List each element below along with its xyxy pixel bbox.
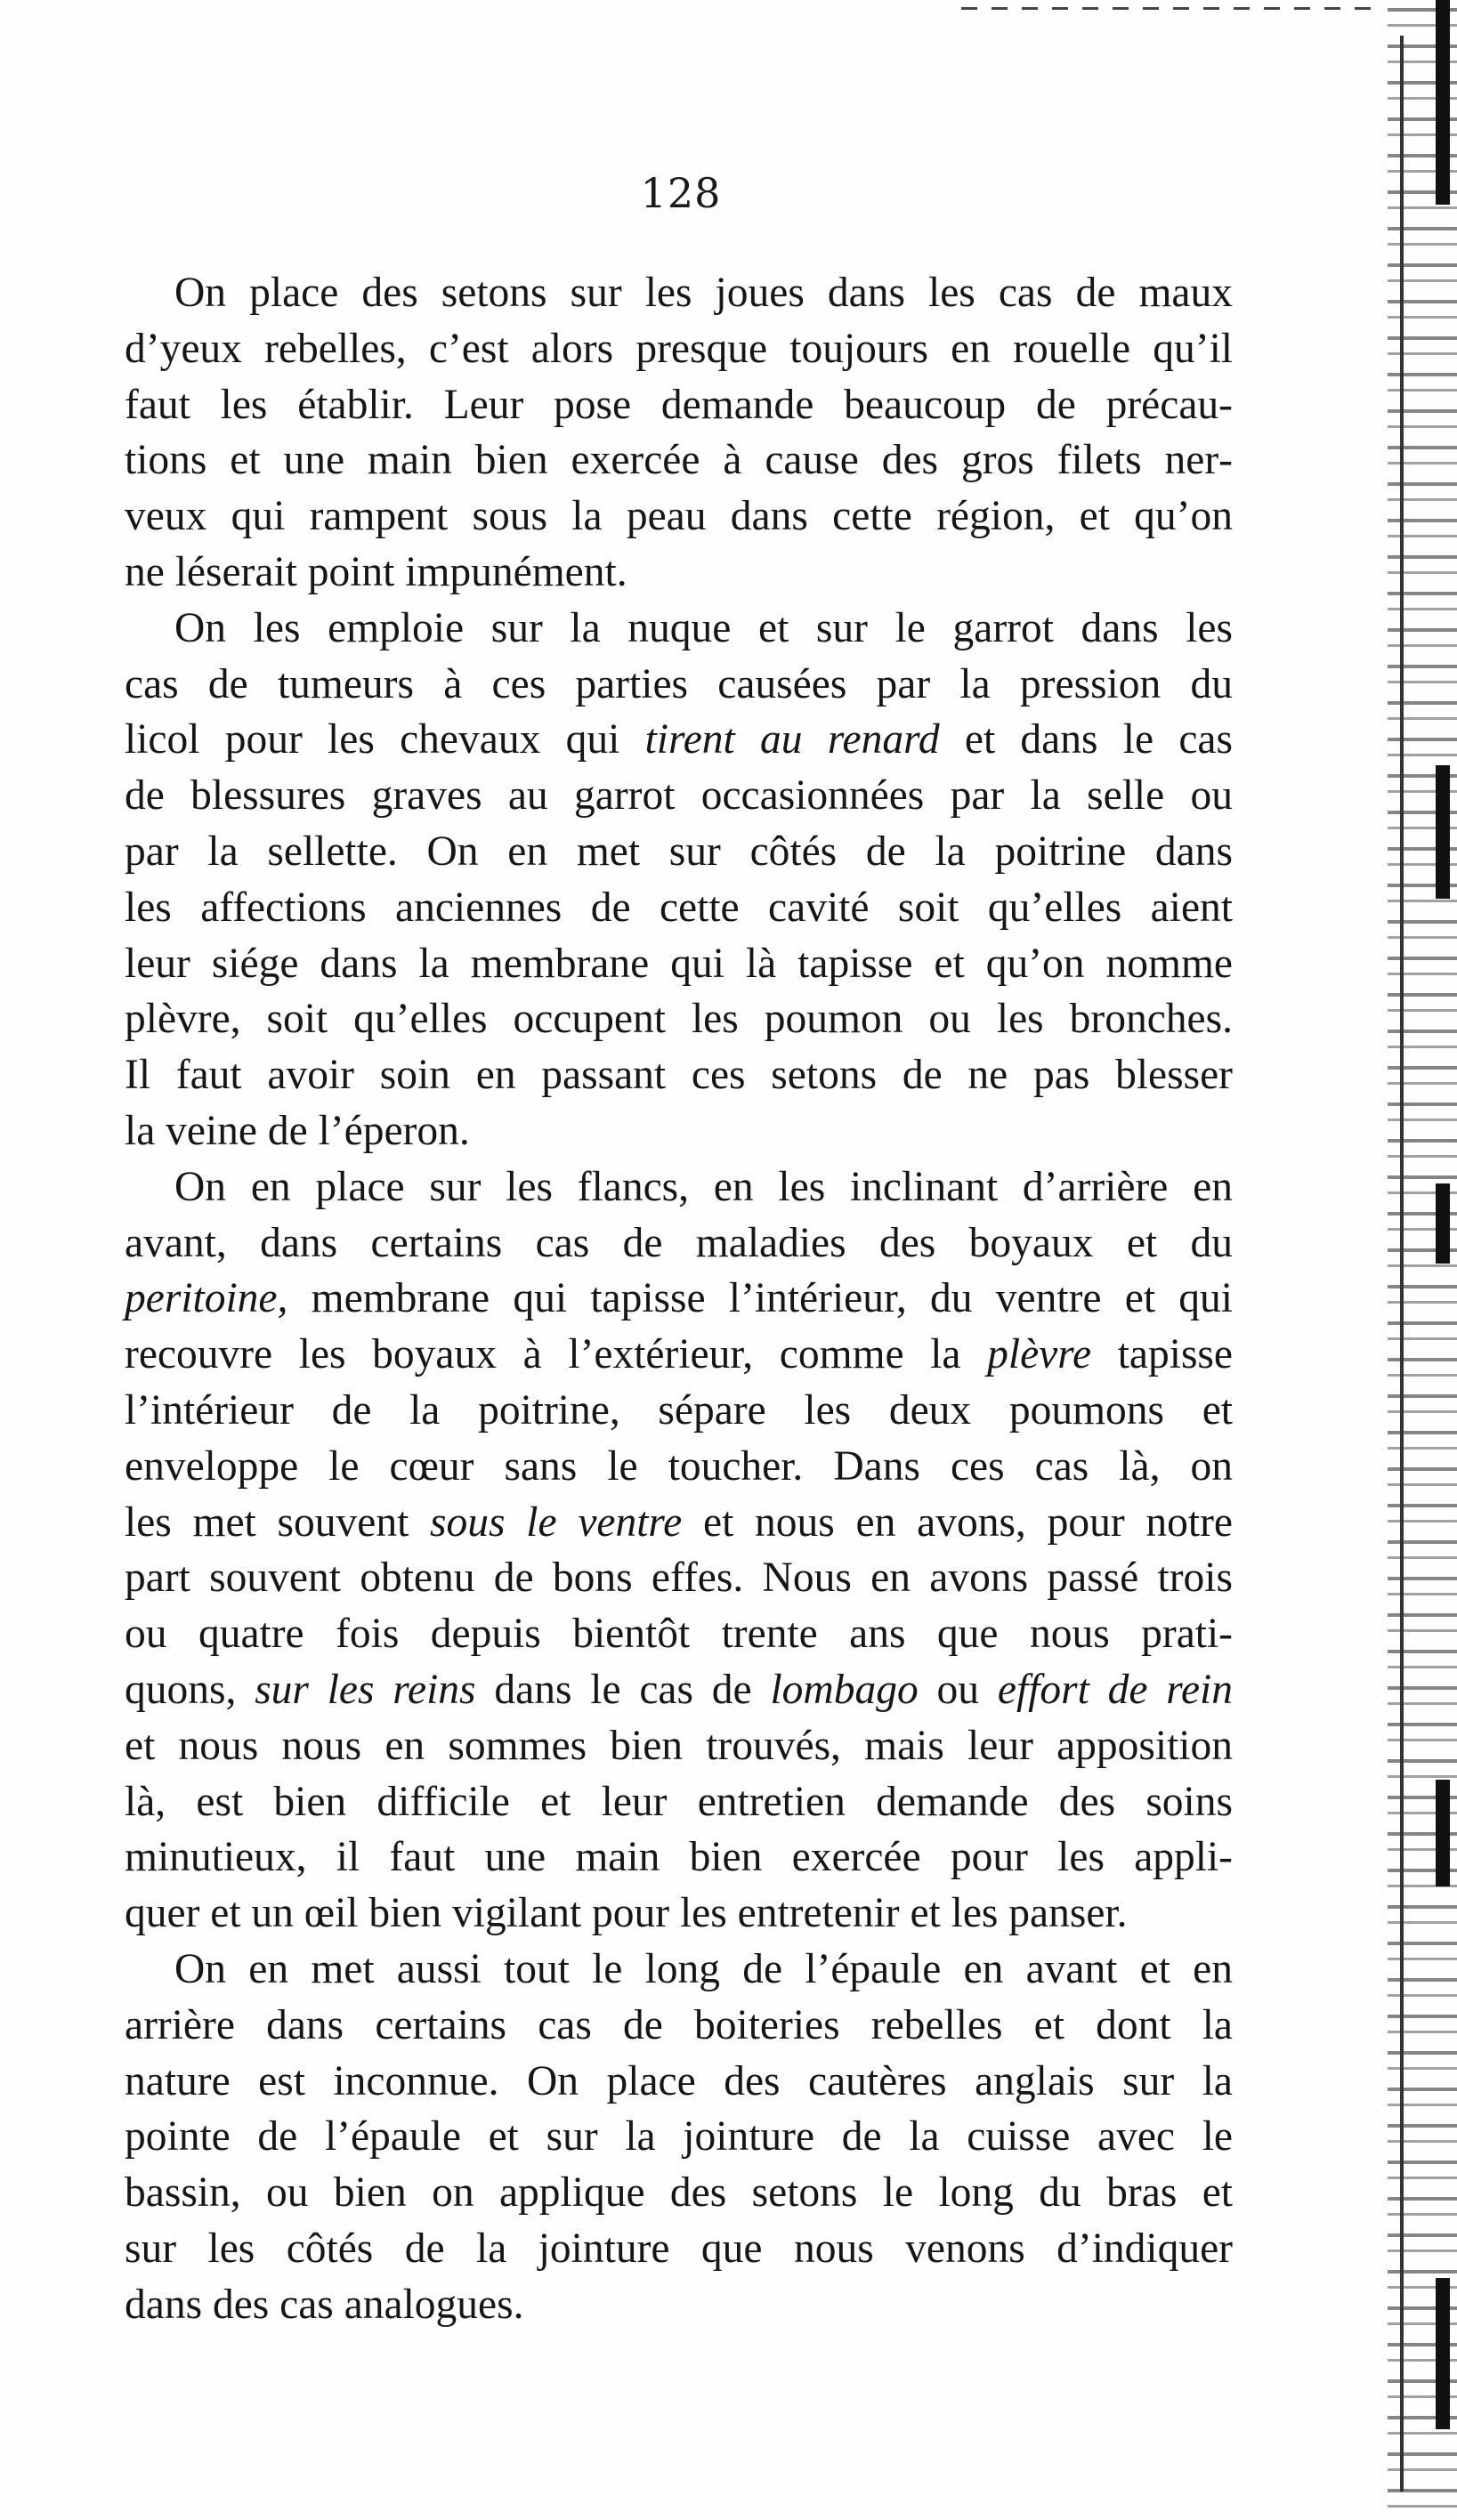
text-line: nature est inconnue. On place des cautères anglais sur la [125,2057,1233,2104]
italic-phrase: peritoine, [125,1275,288,1322]
text-line: là, est bien difficile et leur entretien demande des soins [125,1778,1233,1825]
text-line: et nous nous en sommes bien trouvés, mais leur apposition [125,1722,1233,1769]
paragraph [125,1942,1233,2333]
text-line: ou quatre fois depuis bientôt trente ans que nous prati‑ [125,1611,1233,1658]
text-line: bassin, ou bien on applique des setons le long du bras et [125,2169,1233,2217]
italic-phrase: sous le ventre [430,1498,683,1546]
italic-phrase: tirent au renard [644,716,940,763]
text-line: dans des cas analogues. [125,2281,524,2328]
paragraph [125,601,1233,1159]
text-line: avant, dans certains cas de maladies des boyaux et du [125,1219,1233,1266]
text-line: quer et un œil bien vigilant pour les entretenir et les panser. [125,1890,1128,1937]
paragraph [125,1159,1233,1942]
scan-top-rule [961,7,1380,10]
binding-edge-line [1400,36,1404,2492]
paragraph [125,265,1233,601]
text-line: minutieux, il faut une main bien exercée pour les appli‑ [125,1834,1233,1881]
text-line: On en met aussi tout le long de l’épaule en avant et en [174,1945,1233,1992]
text-line: tions et une main bien exercée à cause des gros filets ner‑ [125,437,1233,484]
text-line: ne léserait point impunément. [125,548,627,595]
italic-phrase: sur les reins [255,1666,476,1713]
text-line: part souvent obtenu de bons effes. Nous en avons passé trois [125,1555,1233,1602]
text-line: pointe de l’épaule et sur la jointure de la cuisse avec le [125,2113,1233,2161]
text-line: cas de tumeurs à ces parties causées par la pression du [125,660,1233,707]
binding-edge-dark-segment [1436,2278,1450,2429]
text-line: par la sellette. On en met sur côtés de la poitrine dans [125,828,1233,875]
text-line: sur les côtés de la jointure que nous venons d’indiquer [125,2225,1233,2272]
text-line: On en place sur les flancs, en les inclinant d’arrière en [174,1163,1233,1210]
text-line: les met souvent sous le ventre et nous en avons, pour notre [125,1498,1233,1546]
text-line: faut les établir. Leur pose demande beaucoup de précau‑ [125,381,1233,428]
text-line: quons, sur les reins dans le cas de lombago ou effort de rein [125,1666,1233,1713]
text-line: On place des setons sur les joues dans les cas de maux [174,270,1233,316]
binding-edge-dark-segment [1436,1183,1450,1264]
text-line: plèvre, soit qu’elles occupent les poumon ou les bronches. [125,996,1233,1043]
text-line: licol pour les chevaux qui tirent au renard et dans le cas [125,716,1233,763]
body-text [125,265,1233,2332]
text-line: recouvre les boyaux à l’extérieur, comme la plèvre tapisse [125,1331,1233,1378]
text-line: leur siége dans la membrane qui là tapisse et qu’on nomme [125,940,1233,987]
text-line: arrière dans certains cas de boiteries rebelles et dont la [125,2001,1233,2048]
italic-phrase: effort de rein [997,1666,1233,1713]
text-line: veux qui rampent sous la peau dans cette région, et qu’on [125,493,1233,540]
binding-edge-dark-segment [1436,0,1450,205]
page-number: 128 [640,169,722,217]
italic-phrase: lombago [770,1666,919,1713]
text-line: peritoine, membrane qui tapisse l’intérieur, du ventre et qui [125,1275,1233,1322]
text-line: enveloppe le cœur sans le toucher. Dans ces cas là, on [125,1442,1233,1490]
text-line: On les emploie sur la nuque et sur le garrot dans les [174,604,1233,651]
binding-edge-dark-segment [1436,1780,1450,1886]
text-line: l’intérieur de la poitrine, sépare les deux poumons et [125,1386,1233,1434]
text-line: la veine de l’éperon. [125,1107,470,1154]
italic-phrase: plèvre [987,1331,1092,1378]
text-line: Il faut avoir soin en passant ces setons de ne pas blesser [125,1052,1233,1099]
text-line: d’yeux rebelles, c’est alors presque toujours en rouelle qu’il [125,325,1233,372]
text-line: de blessures graves au garrot occasionnées par la selle ou [125,772,1233,820]
text-line: les affections anciennes de cette cavité soit qu’elles aient [125,884,1233,931]
binding-edge-dark-segment [1436,765,1450,899]
